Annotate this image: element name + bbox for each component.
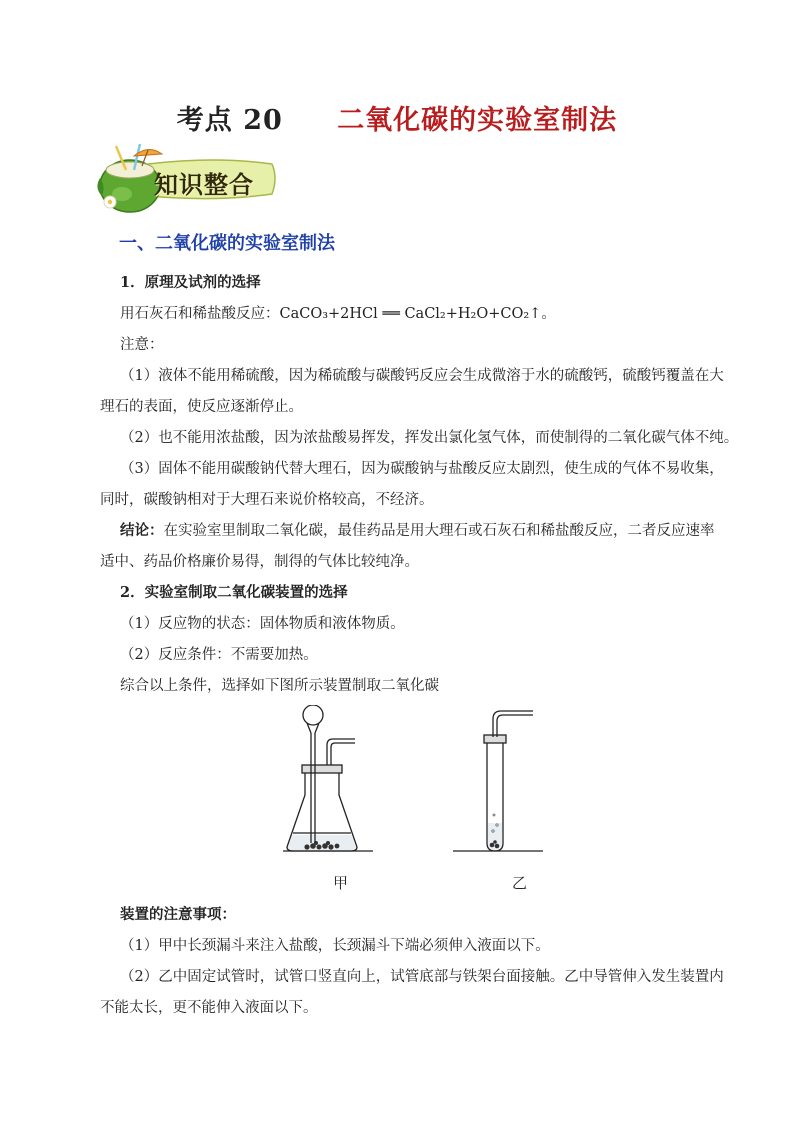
- note-label: 注意：: [120, 337, 164, 353]
- conclusion-label: 结论：: [120, 522, 164, 539]
- conclusion-line-1: [120, 519, 715, 540]
- reaction-line: [120, 302, 556, 323]
- caution-heading: 装置的注意事项：: [120, 906, 236, 923]
- page-title: [0, 98, 794, 137]
- flask-apparatus-icon: [283, 705, 373, 851]
- reaction-formula: CaCO₃+2HCl ══ CaCl₂+H₂O+CO₂↑。: [279, 306, 556, 322]
- title-main: 二氧化碳的实验室制法: [337, 105, 618, 136]
- reaction-prefix: 用石灰石和稀盐酸反应：: [120, 306, 280, 322]
- condition-2: （2）反应条件：不需要加热。: [120, 647, 318, 663]
- title-number: 考点 20: [176, 105, 283, 136]
- section-heading: 一、二氧化碳的实验室制法: [119, 233, 335, 254]
- summary-line: 综合以上条件，选择如下图所示装置制取二氧化碳: [120, 678, 439, 694]
- condition-1: （1）反应物的状态：固体物质和液体物质。: [120, 616, 405, 632]
- note-2: （2）也不能用浓盐酸，因为浓盐酸易挥发，挥发出氯化氢气体，而使制得的二氧化碳气体不纯。: [120, 430, 739, 446]
- note-3-line-1: （3）固体不能用碳酸钠代替大理石，因为碳酸钠与盐酸反应太剧烈，使生成的气体不易收集，: [120, 461, 724, 477]
- caution-1: （1）甲中长颈漏斗来注入盐酸，长颈漏斗下端必须伸入液面以下。: [120, 938, 550, 954]
- conclusion-line-2: 适中、药品价格廉价易得，制得的气体比较纯净。: [100, 554, 419, 570]
- note-1-line-2: 理石的表面，使反应逐渐停止。: [100, 399, 303, 415]
- figure-label-a: 甲: [333, 874, 349, 892]
- test-tube-apparatus-icon: [453, 711, 543, 851]
- note-3-line-2: 同时，碳酸钠相对于大理石来说价格较高，不经济。: [100, 492, 434, 508]
- note-1-line-1: （1）液体不能用稀硫酸，因为稀硫酸与碳酸钙反应会生成微溶于水的硫酸钙，硫酸钙覆盖在大: [120, 368, 724, 384]
- subsection-2-heading: 2．实验室制取二氧化碳装置的选择: [120, 584, 348, 601]
- apparatus-figure: [275, 705, 555, 865]
- caution-2-line-2: 不能太长，更不能伸入液面以下。: [100, 1000, 318, 1016]
- conclusion-text-1: 在实验室里制取二氧化碳，最佳药品是用大理石或石灰石和稀盐酸反应，二者反应速率: [163, 523, 715, 539]
- subsection-1-heading: 1．原理及试剂的选择: [120, 274, 261, 291]
- badge-label: 知识整合: [154, 170, 254, 199]
- figure-label-b: 乙: [512, 874, 528, 892]
- caution-2-line-1: （2）乙中固定试管时，试管口竖直向上，试管底部与铁架台面接触。乙中导管伸入发生装置内: [120, 969, 724, 985]
